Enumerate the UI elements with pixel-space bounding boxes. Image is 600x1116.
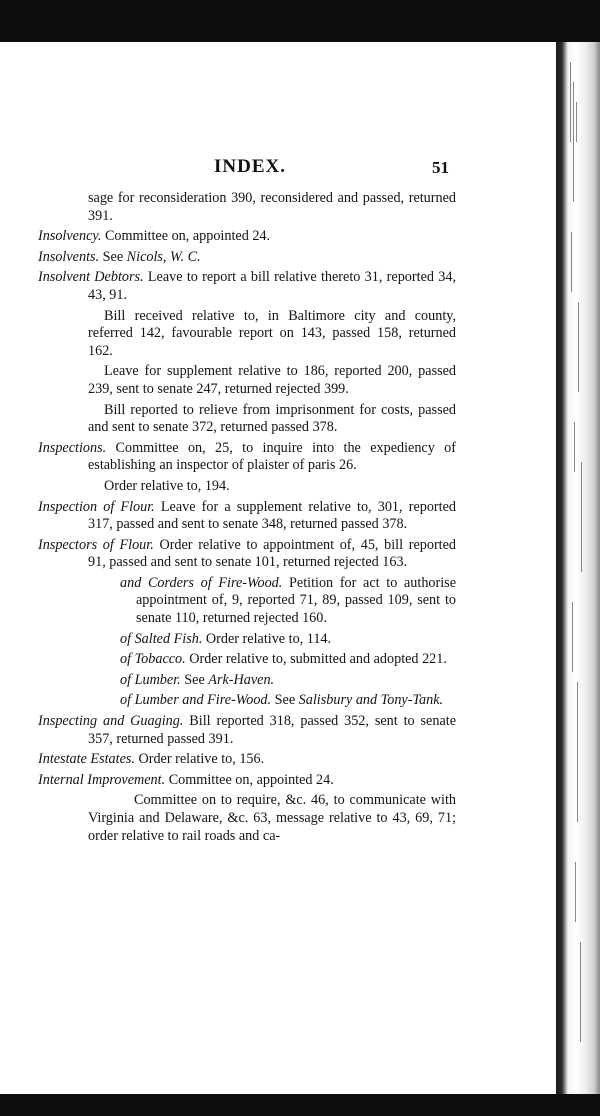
index-subentry: Bill received relative to, in Baltimore city and county, referred 142, favourable report on 143, passed 158, returned 162.	[88, 307, 456, 359]
page-number: 51	[432, 158, 449, 177]
index-entry: Inspection of Flour. Leave for a supplement relative to, 301, reported 317, passed and sent to senate 348, returned passed 378.	[38, 498, 456, 533]
page-edge-binding	[556, 42, 600, 1094]
index-subentry: of Lumber and Fire-Wood. See Salisbury and Tony-Tank.	[120, 692, 444, 709]
index-subentry: of Lumber. See Ark-Haven.	[120, 671, 275, 688]
index-subentry: Committee on to require, &c. 46, to communicate with Virginia and Delaware, &c. 63, message relative to 43, 69, 71; order relative to rail roads and ca-	[88, 792, 456, 844]
index-subentry: Leave for supplement relative to 186, reported 200, passed 239, sent to senate 247, returned rejected 399.	[88, 363, 456, 397]
index-entry: Intestate Estates. Order relative to, 156.	[38, 751, 265, 768]
index-entry: Insolvent Debtors. Leave to report a bill relative thereto 31, reported 34, 43, 91.	[38, 269, 456, 303]
index-subentry: of Salted Fish. Order relative to, 114.	[120, 630, 332, 647]
index-entry: Inspecting and Guaging. Bill reported 318, passed 352, sent to senate 357, returned passed 391.	[38, 713, 456, 747]
index-entry: sage for reconsideration 390, reconsidered and passed, returned 391.	[88, 190, 456, 224]
running-header	[0, 154, 556, 184]
index-subentry: and Corders of Fire-Wood. Petition for act to authorise appointment of, 9, reported 71, 89, passed 109, sent to senate 110, returned rejected 160.	[120, 574, 456, 627]
index-subentry: Order relative to, 194.	[104, 477, 230, 494]
index-entry: Insolvents. See Nicols, W. C.	[38, 248, 201, 265]
index-entry: Insolvency. Committee on, appointed 24.	[38, 228, 271, 245]
index-body	[38, 190, 456, 847]
index-entry: Inspections. Committee on, 25, to inquire into the expediency of establishing an inspector of plaister of paris 26.	[38, 439, 456, 474]
index-entry: Inspectors of Flour. Order relative to appointment of, 45, bill reported 91, passed and sent to senate 101, returned rejected 163.	[38, 536, 456, 571]
edge-noise	[556, 42, 600, 1094]
book-page	[0, 42, 556, 1094]
index-entry: Internal Improvement. Committee on, appointed 24.	[38, 771, 334, 788]
index-subentry: Bill reported to relieve from imprisonment for costs, passed and sent to senate 372, returned passed 378.	[88, 401, 456, 436]
index-subentry: of Tobacco. Order relative to, submitted and adopted 221.	[120, 651, 447, 668]
header-title: INDEX.	[214, 156, 286, 177]
